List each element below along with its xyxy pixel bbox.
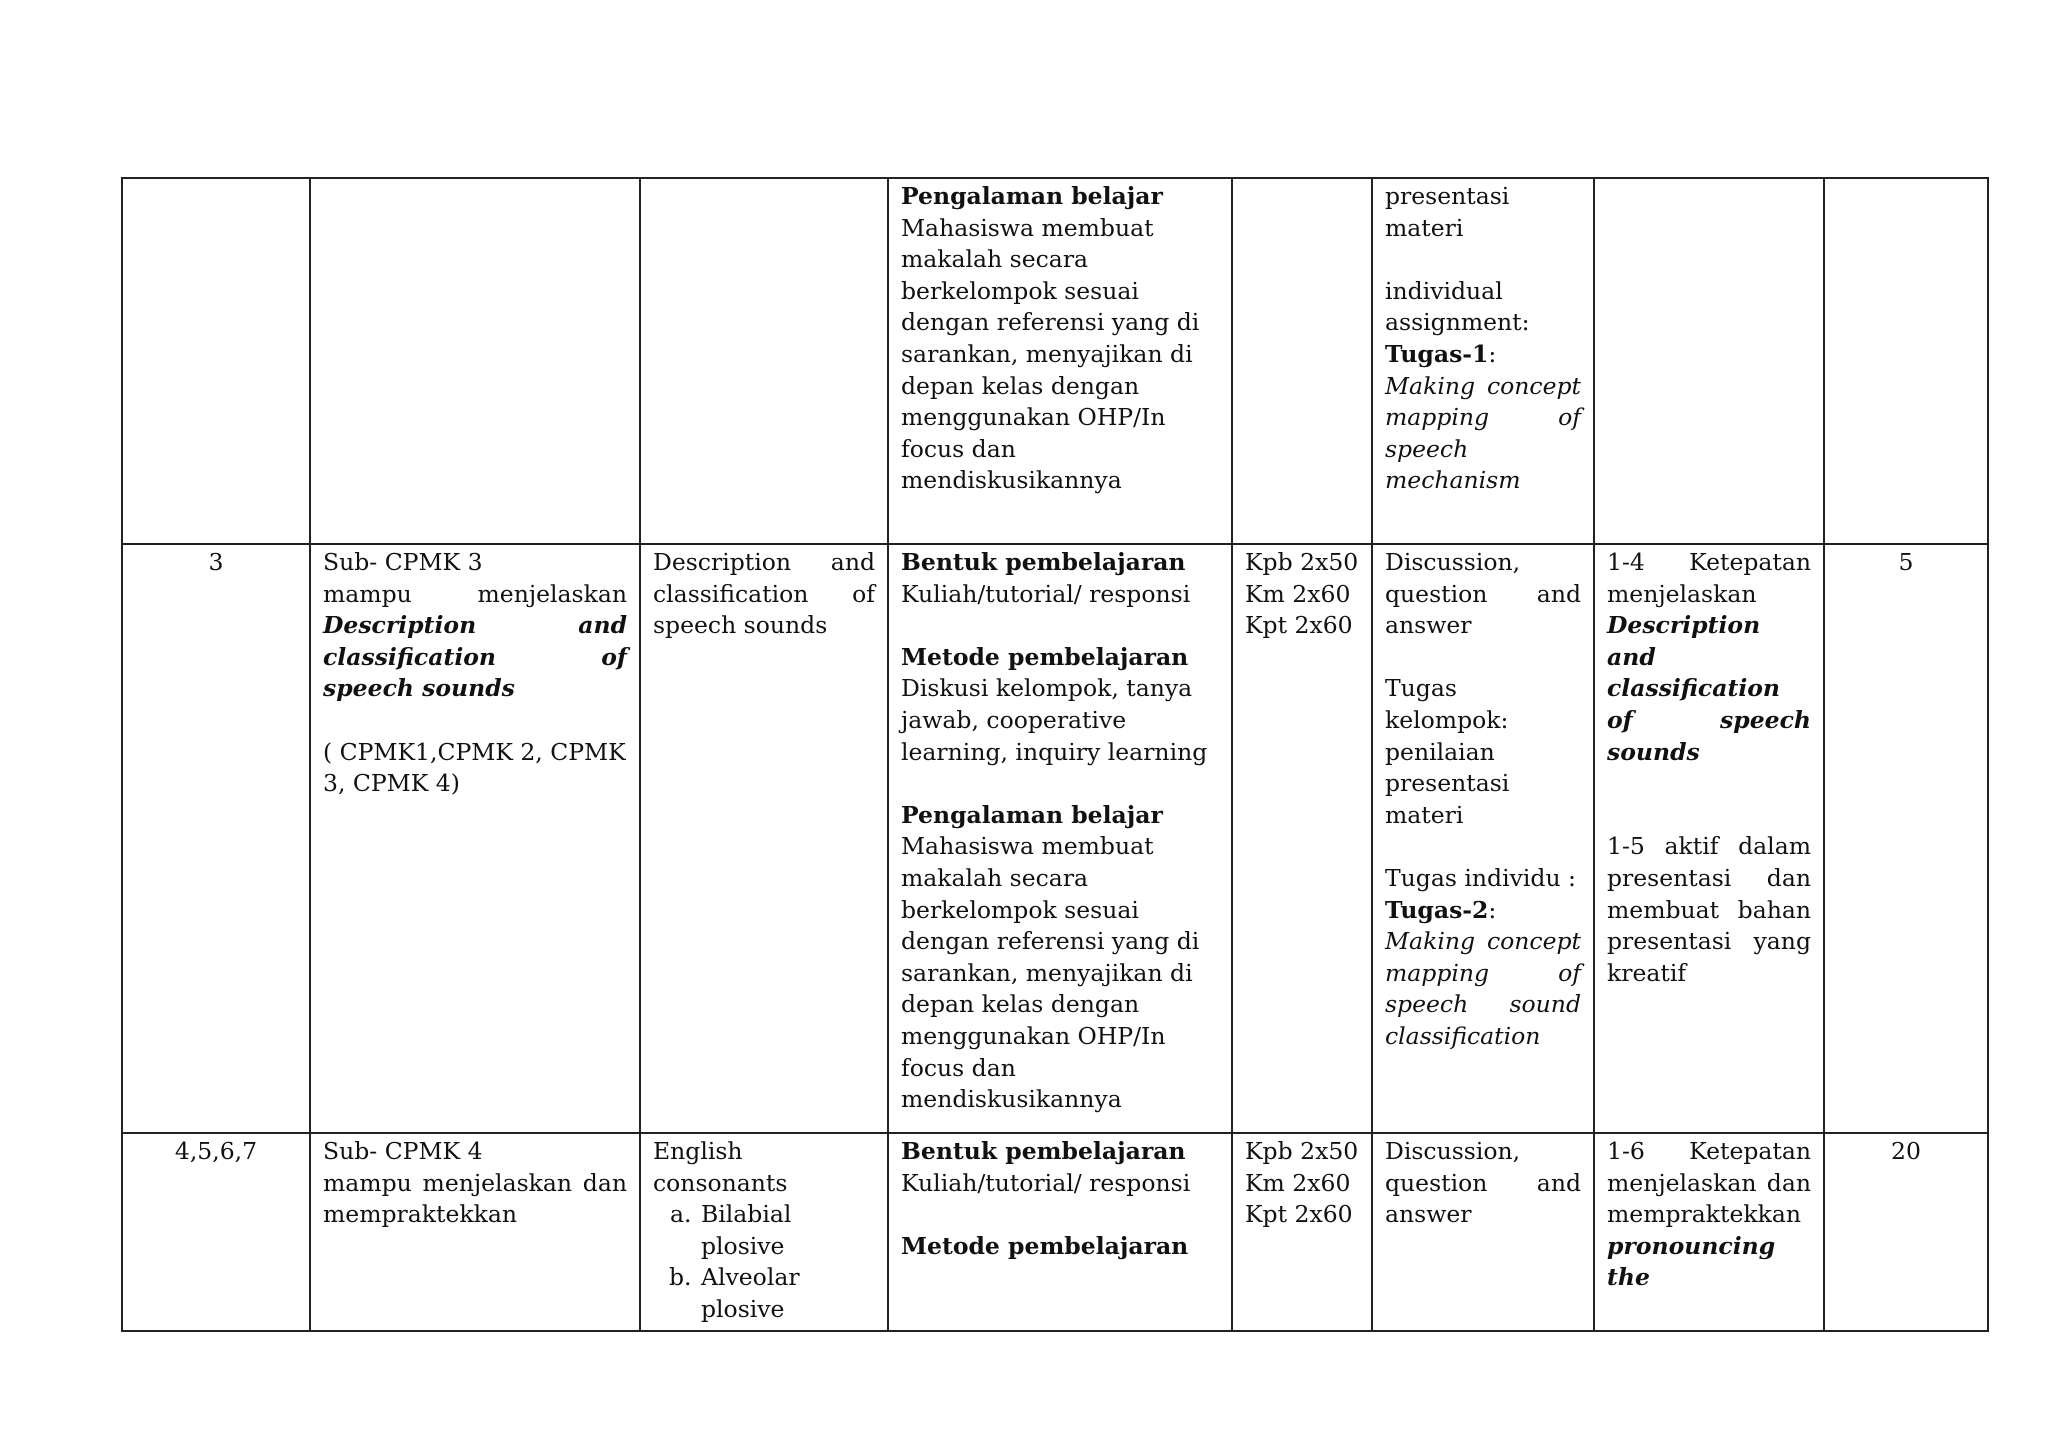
assessment-cell bbox=[1372, 1133, 1594, 1331]
assessment-cell bbox=[1372, 544, 1594, 1133]
pengalaman-line: depan kelas dengan bbox=[901, 990, 1140, 1019]
indicator-cell bbox=[1594, 544, 1824, 1133]
indicator-text: 1-4 Ketepatan menjelaskan bbox=[1607, 548, 1811, 608]
assessment-line: presentasi bbox=[1385, 769, 1510, 798]
metode-heading: Metode pembelajaran bbox=[901, 1231, 1189, 1260]
subcpmk-text: mampu menjelaskan bbox=[323, 579, 627, 608]
assessment-line: assignment: bbox=[1385, 308, 1530, 337]
pengalaman-line: menggunakan OHP/In bbox=[901, 403, 1166, 432]
indicator-cell bbox=[1594, 178, 1824, 544]
material-heading: English consonants bbox=[653, 1137, 788, 1197]
assessment-line: penilaian bbox=[1385, 737, 1495, 766]
indicator-emphasis: pronouncing the bbox=[1607, 1231, 1776, 1292]
subcpmk-cell bbox=[310, 544, 640, 1133]
pengalaman-line: sarankan, menyajikan di bbox=[901, 958, 1193, 987]
pengalaman-heading: Pengalaman belajar bbox=[901, 800, 1163, 829]
bentuk-heading: Bentuk pembelajaran bbox=[901, 548, 1186, 576]
task-label-line bbox=[1385, 339, 1581, 371]
subcpmk-title: Sub- CPMK 4 bbox=[323, 1137, 483, 1165]
subcpmk-emphasis: Description and classification of speech sounds bbox=[323, 611, 627, 703]
learning-cell bbox=[888, 544, 1232, 1133]
pengalaman-line: mendiskusikannya bbox=[901, 466, 1122, 495]
assessment-intro: Discussion, question and answer bbox=[1385, 1137, 1581, 1229]
indicator-cell bbox=[1594, 1133, 1824, 1331]
metode-heading: Metode pembelajaran bbox=[901, 642, 1189, 671]
bentuk-text: Kuliah/tutorial/ responsi bbox=[901, 579, 1191, 608]
pengalaman-line: menggunakan OHP/In bbox=[901, 1021, 1166, 1050]
task-label: Tugas-1 bbox=[1385, 339, 1489, 368]
table-row bbox=[122, 1133, 1988, 1331]
spacer bbox=[1385, 642, 1581, 674]
pengalaman-line: Mahasiswa membuat bbox=[901, 213, 1154, 242]
bentuk-text: Kuliah/tutorial/ responsi bbox=[901, 1168, 1191, 1197]
spacer bbox=[1607, 768, 1811, 800]
bentuk-heading: Bentuk pembelajaran bbox=[901, 1137, 1186, 1165]
subcpmk-references: ( CPMK1,CPMK 2, CPMK 3, CPMK 4) bbox=[323, 737, 626, 798]
spacer bbox=[1607, 800, 1811, 832]
time-allocation: Km 2x60 bbox=[1245, 1168, 1351, 1197]
pengalaman-line: makalah secara bbox=[901, 245, 1089, 274]
time-allocation: Kpt 2x60 bbox=[1245, 611, 1353, 640]
week-cell: 3 bbox=[122, 544, 310, 1133]
assessment-line: kelompok: bbox=[1385, 705, 1509, 734]
week-cell bbox=[122, 178, 310, 544]
task-label-line bbox=[1385, 895, 1581, 927]
time-allocation: Km 2x60 bbox=[1245, 579, 1351, 608]
indicator-emphasis: Description and classification of speech sounds bbox=[1607, 611, 1811, 766]
assessment-line: materi bbox=[1385, 213, 1464, 242]
subcpmk-title: Sub- CPMK 3 bbox=[323, 548, 483, 576]
metode-line: jawab, cooperative bbox=[901, 705, 1127, 734]
pengalaman-heading: Pengalaman belajar bbox=[901, 182, 1163, 210]
assessment-line: Tugas bbox=[1385, 674, 1457, 703]
individual-task-line: Tugas individu : bbox=[1385, 863, 1576, 892]
learning-cell bbox=[888, 1133, 1232, 1331]
pengalaman-line: mendiskusikannya bbox=[901, 1085, 1122, 1114]
pengalaman-line: focus dan bbox=[901, 434, 1016, 463]
indicator-text: 1-6 Ketepatan menjelaskan dan mempraktekkan bbox=[1607, 1137, 1811, 1229]
indicator-text: 1-5 aktif dalam presentasi dan membuat bahan presentasi yang kreatif bbox=[1607, 832, 1811, 987]
material-cell bbox=[640, 1133, 888, 1331]
subcpmk-statement bbox=[323, 579, 627, 705]
pengalaman-line: dengan referensi yang di bbox=[901, 308, 1200, 337]
spacer bbox=[901, 1199, 1219, 1231]
pengalaman-line: berkelompok sesuai bbox=[901, 895, 1139, 924]
time-cell bbox=[1232, 178, 1372, 544]
list-item: a. Bilabial plosive bbox=[699, 1199, 875, 1262]
time-allocation: Kpb 2x50 bbox=[1245, 548, 1359, 576]
spacer bbox=[901, 768, 1219, 800]
weight-cell: 5 bbox=[1824, 544, 1988, 1133]
subcpmk-cell bbox=[310, 1133, 640, 1331]
material-cell: Description and classification of speech sounds bbox=[640, 544, 888, 1133]
assessment-line: presentasi bbox=[1385, 182, 1510, 210]
task-colon: : bbox=[1488, 895, 1497, 924]
pengalaman-line: focus dan bbox=[901, 1053, 1016, 1082]
metode-line: learning, inquiry learning bbox=[901, 737, 1208, 766]
time-cell bbox=[1232, 544, 1372, 1133]
subcpmk-cell bbox=[310, 178, 640, 544]
course-plan-table bbox=[121, 177, 1989, 1332]
material-cell bbox=[640, 178, 888, 544]
spacer bbox=[323, 705, 627, 737]
material-list bbox=[653, 1199, 875, 1325]
task-description: Making concept mapping of speech sound classification bbox=[1385, 927, 1581, 1050]
pengalaman-line: sarankan, menyajikan di bbox=[901, 339, 1193, 368]
assessment-intro: Discussion, question and answer bbox=[1385, 548, 1581, 640]
time-allocation: Kpb 2x50 bbox=[1245, 1137, 1359, 1165]
list-item: b. Alveolar plosive bbox=[699, 1262, 875, 1325]
assessment-cell bbox=[1372, 178, 1594, 544]
week-cell: 4,5,6,7 bbox=[122, 1133, 310, 1331]
task-colon: : bbox=[1488, 339, 1497, 368]
pengalaman-line: makalah secara bbox=[901, 863, 1089, 892]
time-cell bbox=[1232, 1133, 1372, 1331]
weight-cell bbox=[1824, 178, 1988, 544]
weight-cell: 20 bbox=[1824, 1133, 1988, 1331]
task-label: Tugas-2 bbox=[1385, 895, 1489, 924]
time-allocation: Kpt 2x60 bbox=[1245, 1200, 1353, 1229]
pengalaman-line: berkelompok sesuai bbox=[901, 276, 1139, 305]
metode-line: Diskusi kelompok, tanya bbox=[901, 674, 1193, 703]
learning-cell bbox=[888, 178, 1232, 544]
table-row bbox=[122, 178, 1988, 544]
pengalaman-line: dengan referensi yang di bbox=[901, 927, 1200, 956]
table-row bbox=[122, 544, 1988, 1133]
pengalaman-line: Mahasiswa membuat bbox=[901, 832, 1154, 861]
assessment-line: materi bbox=[1385, 800, 1464, 829]
spacer bbox=[901, 610, 1219, 642]
spacer bbox=[1385, 831, 1581, 863]
task-description: Making concept mapping of speech mechanism bbox=[1385, 371, 1581, 495]
assessment-line: individual bbox=[1385, 276, 1503, 305]
subcpmk-text: mampu menjelaskan dan mempraktekkan bbox=[323, 1168, 627, 1229]
pengalaman-line: depan kelas dengan bbox=[901, 371, 1140, 400]
spacer bbox=[1385, 244, 1581, 276]
